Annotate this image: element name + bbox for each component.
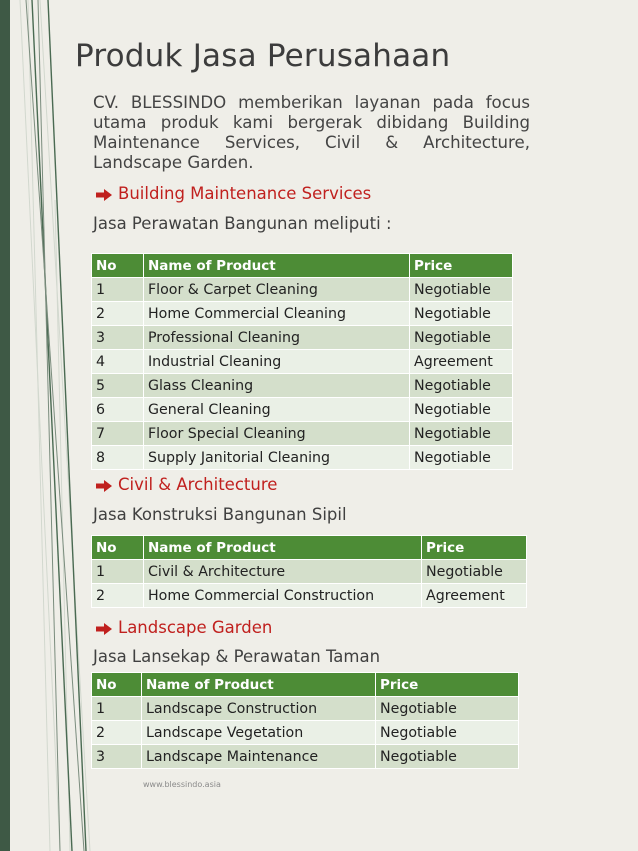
column-header-price: Price <box>376 673 519 697</box>
cell-price: Agreement <box>410 350 513 374</box>
cell-no: 2 <box>92 302 144 326</box>
intro-paragraph: CV. BLESSINDO memberikan layanan pada focus utama produk kami bergerak dibidang Building Maintenance Services, Civil & Architecture, Landscape Garden. <box>93 93 530 172</box>
table-row <box>92 302 513 326</box>
cell-product: Floor & Carpet Cleaning <box>144 278 410 302</box>
section-heading-building <box>95 184 371 203</box>
cell-price: Negotiable <box>410 278 513 302</box>
column-header-no: No <box>92 673 142 697</box>
section-heading-label: Civil & Architecture <box>118 475 278 494</box>
arrow-bullet-icon <box>95 622 113 636</box>
table-row <box>92 584 527 608</box>
cell-product: Floor Special Cleaning <box>144 422 410 446</box>
table-row <box>92 374 513 398</box>
column-header-price: Price <box>422 536 527 560</box>
table-row <box>92 721 519 745</box>
table-row <box>92 350 513 374</box>
cell-price: Negotiable <box>410 374 513 398</box>
page-title: Produk Jasa Perusahaan <box>75 38 451 74</box>
cell-no: 3 <box>92 326 144 350</box>
table-row <box>92 422 513 446</box>
cell-no: 2 <box>92 721 142 745</box>
cell-product: Landscape Maintenance <box>142 745 376 769</box>
cell-product: Landscape Construction <box>142 697 376 721</box>
cell-product: Home Commercial Cleaning <box>144 302 410 326</box>
table-row <box>92 278 513 302</box>
cell-product: Civil & Architecture <box>144 560 422 584</box>
cell-no: 1 <box>92 560 144 584</box>
section-heading-landscape <box>95 618 272 637</box>
section-subheading-landscape: Jasa Lansekap & Perawatan Taman <box>93 647 381 666</box>
column-header-name: Name of Product <box>142 673 376 697</box>
table-row <box>92 560 527 584</box>
cell-no: 8 <box>92 446 144 470</box>
arrow-bullet-icon <box>95 479 113 493</box>
cell-no: 4 <box>92 350 144 374</box>
cell-price: Negotiable <box>410 302 513 326</box>
cell-product: Industrial Cleaning <box>144 350 410 374</box>
cell-price: Agreement <box>422 584 527 608</box>
section-subheading-civil: Jasa Konstruksi Bangunan Sipil <box>93 505 347 524</box>
cell-price: Negotiable <box>376 745 519 769</box>
column-header-name: Name of Product <box>144 536 422 560</box>
cell-price: Negotiable <box>410 326 513 350</box>
section-subheading-building: Jasa Perawatan Bangunan meliputi : <box>93 214 392 233</box>
table-row <box>92 745 519 769</box>
cell-product: Professional Cleaning <box>144 326 410 350</box>
cell-price: Negotiable <box>410 446 513 470</box>
table-row <box>92 697 519 721</box>
cell-no: 3 <box>92 745 142 769</box>
cell-product: General Cleaning <box>144 398 410 422</box>
cell-product: Supply Janitorial Cleaning <box>144 446 410 470</box>
table-row <box>92 446 513 470</box>
cell-price: Negotiable <box>376 697 519 721</box>
cell-product: Home Commercial Construction <box>144 584 422 608</box>
arrow-bullet-icon <box>95 188 113 202</box>
cell-no: 1 <box>92 697 142 721</box>
left-accent-bar <box>0 0 10 851</box>
table-row <box>92 398 513 422</box>
section-heading-label: Building Maintenance Services <box>118 184 372 203</box>
building-maintenance-table <box>91 253 513 470</box>
cell-price: Negotiable <box>410 422 513 446</box>
cell-no: 7 <box>92 422 144 446</box>
landscape-garden-table <box>91 672 519 769</box>
footer-website: www.blessindo.asia <box>143 780 221 789</box>
section-heading-civil <box>95 475 277 494</box>
cell-no: 2 <box>92 584 144 608</box>
civil-architecture-table <box>91 535 527 608</box>
cell-no: 1 <box>92 278 144 302</box>
cell-no: 5 <box>92 374 144 398</box>
column-header-no: No <box>92 536 144 560</box>
cell-price: Negotiable <box>410 398 513 422</box>
column-header-no: No <box>92 254 144 278</box>
cell-no: 6 <box>92 398 144 422</box>
cell-product: Landscape Vegetation <box>142 721 376 745</box>
column-header-name: Name of Product <box>144 254 410 278</box>
table-row <box>92 326 513 350</box>
cell-product: Glass Cleaning <box>144 374 410 398</box>
cell-price: Negotiable <box>422 560 527 584</box>
section-heading-label: Landscape Garden <box>118 618 273 637</box>
column-header-price: Price <box>410 254 513 278</box>
cell-price: Negotiable <box>376 721 519 745</box>
